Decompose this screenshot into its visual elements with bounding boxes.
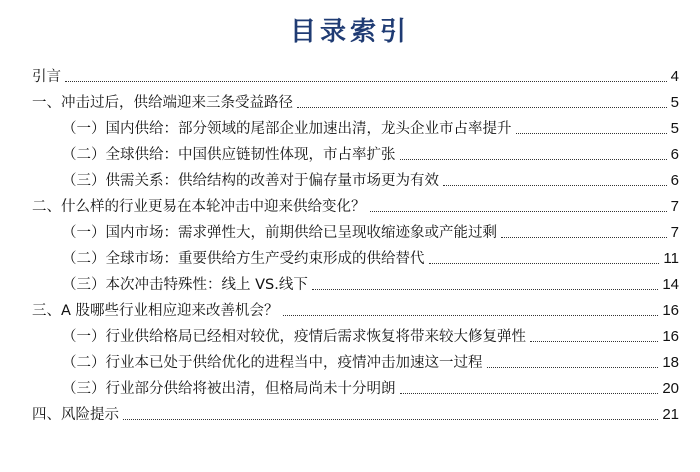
dot-leader <box>312 289 658 290</box>
dot-leader <box>400 159 667 160</box>
toc-entry-page: 16 <box>662 328 679 345</box>
toc-entry-section-1-1[interactable] <box>0 112 700 138</box>
toc-entry-page: 14 <box>662 276 679 293</box>
toc-entry-section-2-3[interactable] <box>0 268 700 294</box>
toc-entry-text: （一）行业供给格局已经相对较优，疫情后需求恢复将带来较大修复弹性 <box>62 328 530 346</box>
toc-entry-section-1[interactable] <box>0 86 700 112</box>
toc-entry-text: （三）本次冲击特殊性：线上 VS.线下 <box>62 276 312 294</box>
toc-entry-text: （二）全球市场：重要供给方生产受约束形成的供给替代 <box>62 250 429 268</box>
page-title: 目录索引 <box>289 17 410 47</box>
toc-entry-page: 11 <box>663 250 679 267</box>
toc-entry-page: 16 <box>662 302 679 319</box>
toc-entry-section-3-3[interactable] <box>0 372 700 398</box>
dot-leader <box>530 341 658 342</box>
toc-entry-text: 一、冲击过后，供给端迎来三条受益路径 <box>32 94 297 112</box>
toc-entry-text: （二）行业本已处于供给优化的进程当中，疫情冲击加速这一过程 <box>62 354 487 372</box>
toc-entry-page: 4 <box>670 68 679 85</box>
toc-entry-page: 21 <box>662 406 679 423</box>
dot-leader <box>429 263 660 264</box>
toc-entry-text: （一）国内市场：需求弹性大，前期供给已呈现收缩迹象或产能过剩 <box>62 224 501 242</box>
toc-entry-text: 引言 <box>32 68 65 86</box>
dot-leader <box>516 133 667 134</box>
toc-entry-section-2-1[interactable] <box>0 216 700 242</box>
toc-entry-text: （一）国内供给：部分领域的尾部企业加速出清，龙头企业市占率提升 <box>62 120 516 138</box>
toc-entry-text: 四、风险提示 <box>32 406 123 424</box>
toc-entry-page: 18 <box>662 354 679 371</box>
toc-entry-page: 7 <box>670 224 679 241</box>
toc-entry-text: 二、什么样的行业更易在本轮冲击中迎来供给变化？ <box>32 198 370 216</box>
dot-leader <box>65 81 667 82</box>
toc-entry-section-2-2[interactable] <box>0 242 700 268</box>
toc-entry-section-2[interactable] <box>0 190 700 216</box>
toc-entry-text: 三、A 股哪些行业相应迎来改善机会？ <box>32 302 283 320</box>
toc-entry-intro[interactable] <box>0 60 700 86</box>
dot-leader <box>400 393 659 394</box>
dot-leader <box>283 315 659 316</box>
toc-entry-page: 5 <box>670 94 679 111</box>
toc-entry-text: （二）全球供给：中国供应链韧性体现，市占率扩张 <box>62 146 400 164</box>
toc-entry-section-3[interactable] <box>0 294 700 320</box>
dot-leader <box>123 419 658 420</box>
toc-entry-section-4[interactable] <box>0 398 700 424</box>
toc-entry-section-1-2[interactable] <box>0 138 700 164</box>
toc-entry-page: 20 <box>662 380 679 397</box>
dot-leader <box>297 107 667 108</box>
toc-entry-page: 6 <box>670 146 679 163</box>
toc-entry-page: 5 <box>670 120 679 137</box>
dot-leader <box>487 367 659 368</box>
toc-entry-section-1-3[interactable] <box>0 164 700 190</box>
toc-entry-section-3-2[interactable] <box>0 346 700 372</box>
dot-leader <box>370 211 667 212</box>
dot-leader <box>501 237 667 238</box>
toc-entry-page: 6 <box>670 172 679 189</box>
dot-leader <box>443 185 667 186</box>
toc-entry-text: （三）供需关系：供给结构的改善对于偏存量市场更为有效 <box>62 172 443 190</box>
toc-entry-text: （三）行业部分供给将被出清，但格局尚未十分明朗 <box>62 380 400 398</box>
toc-entry-page: 7 <box>670 198 679 215</box>
toc-entry-section-3-1[interactable] <box>0 320 700 346</box>
